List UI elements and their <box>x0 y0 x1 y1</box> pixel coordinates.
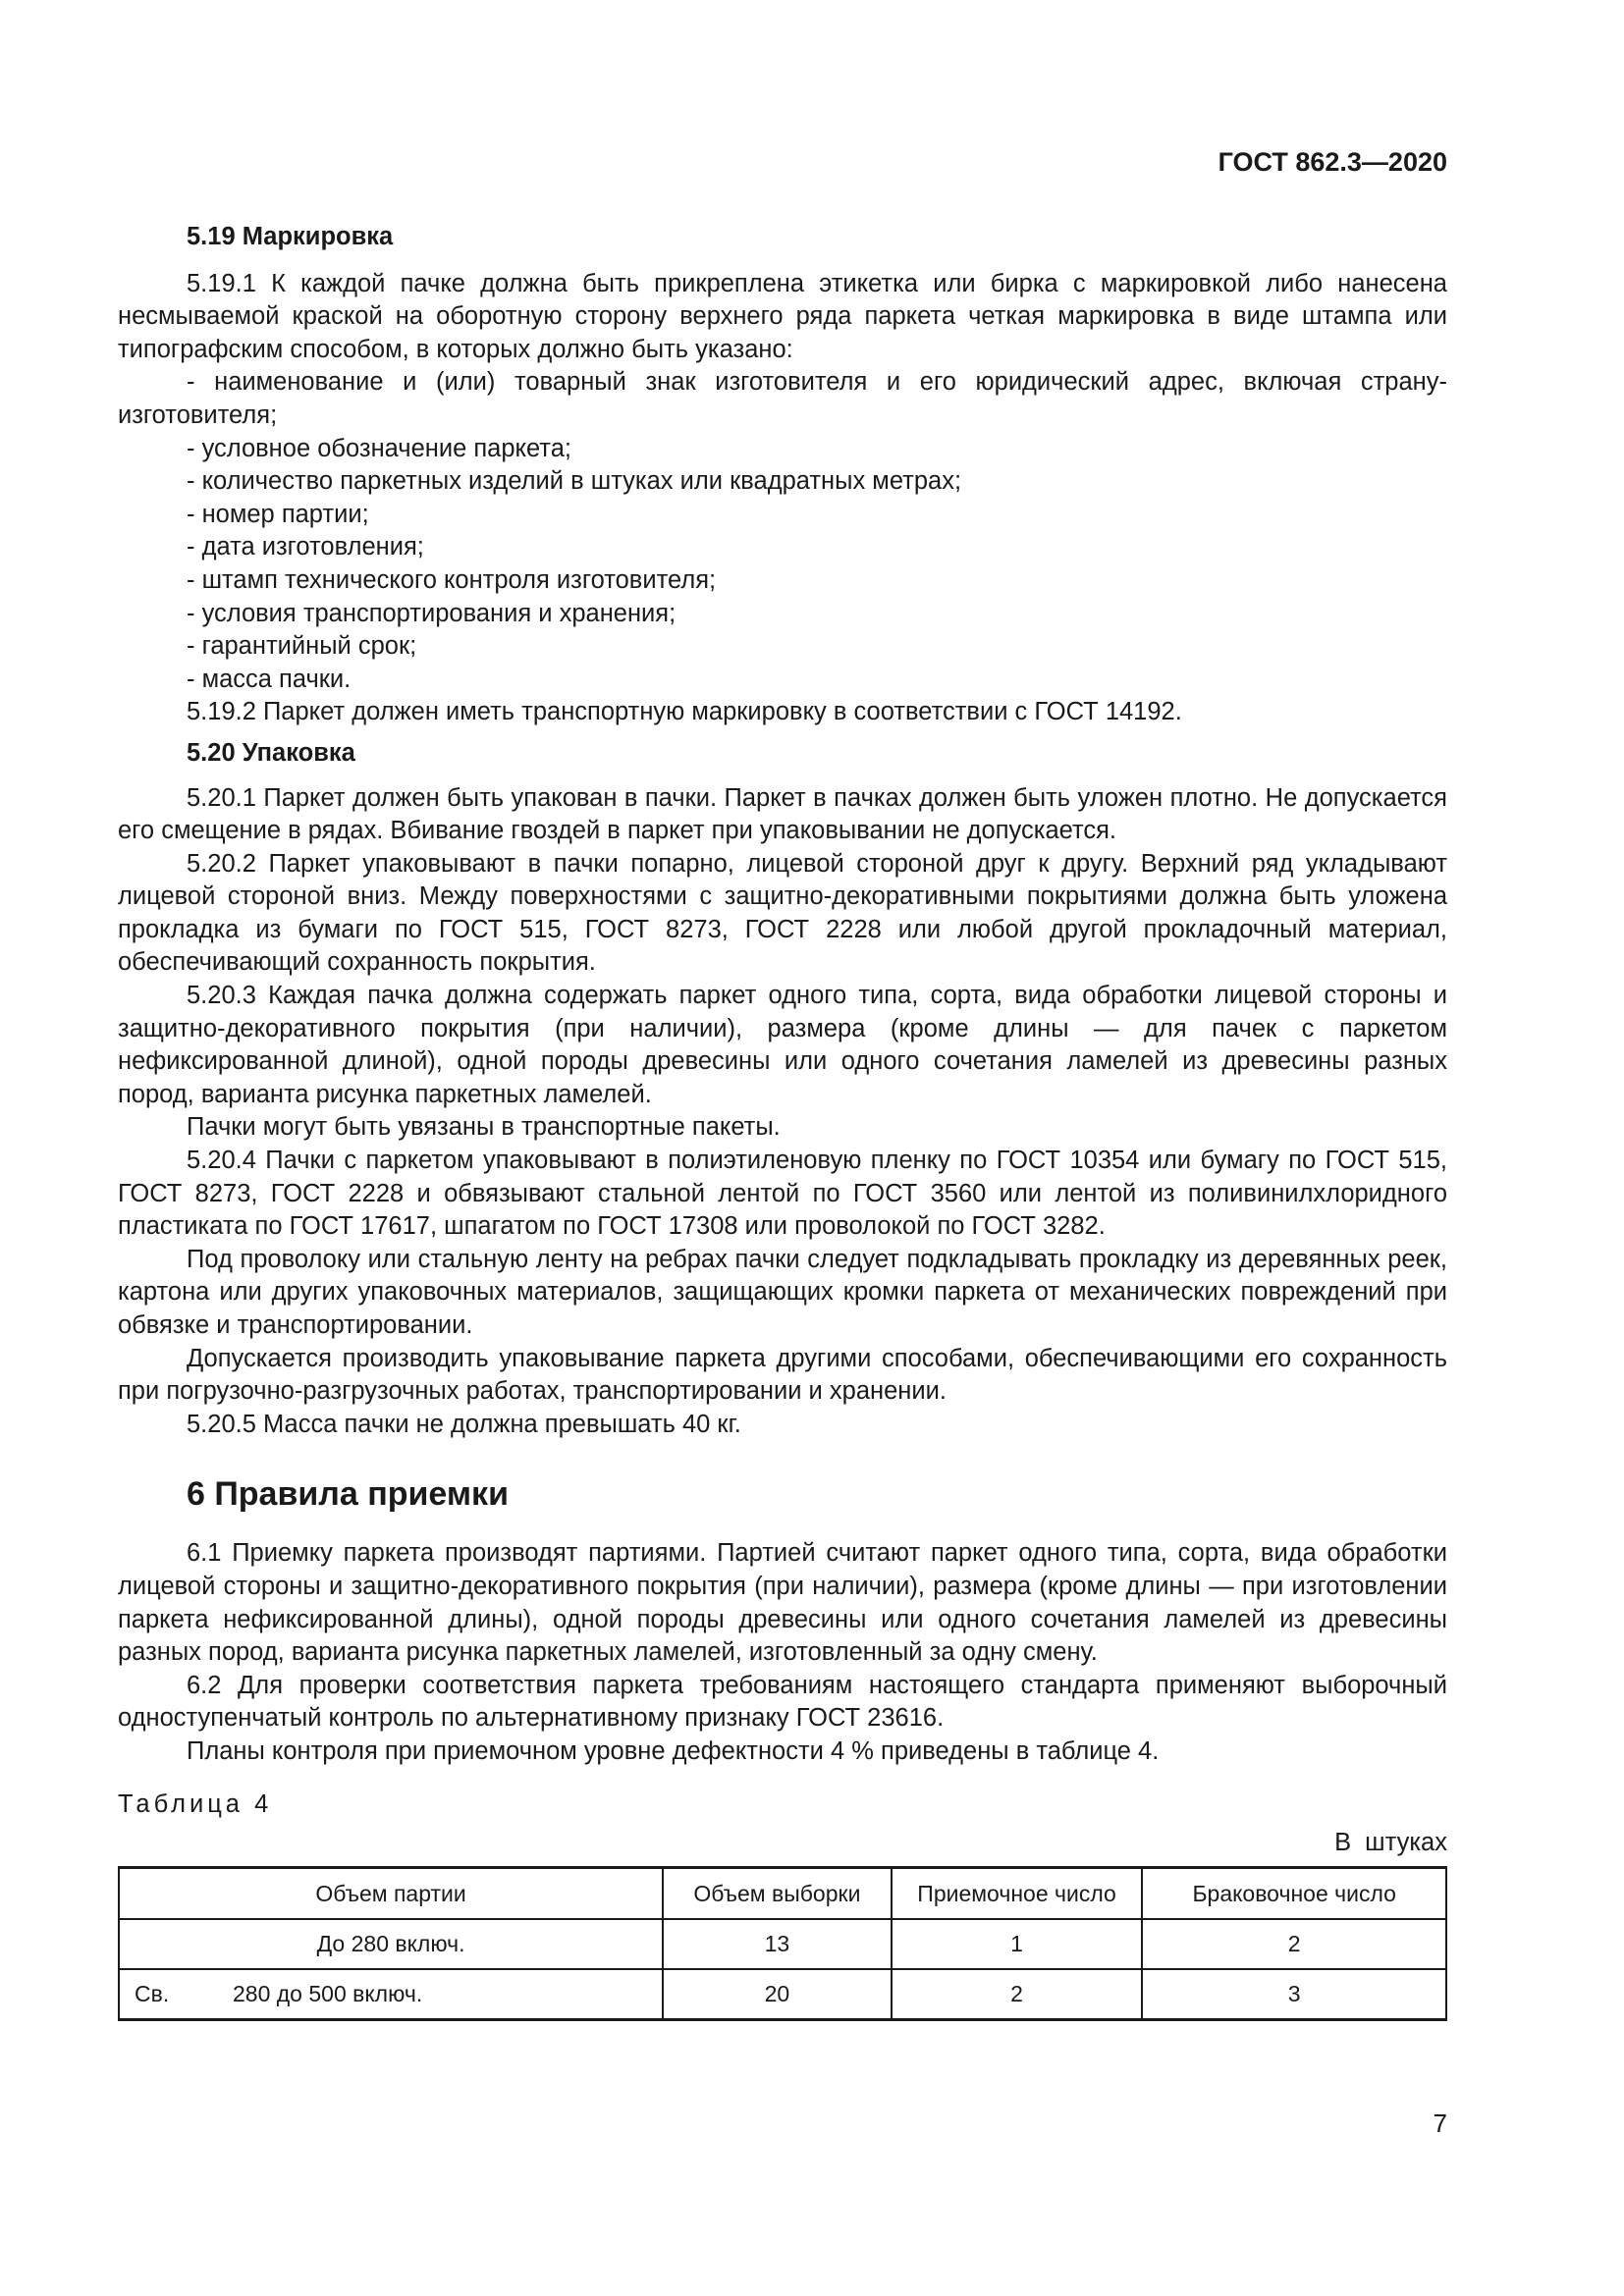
list-item: - штамп технического контроля изготовителя; <box>187 565 717 594</box>
range-prefix: Св. <box>135 1981 170 2007</box>
lot-size-cell <box>119 1969 663 2020</box>
paragraph-5-20-3-note: Пачки могут быть увязаны в транспортные пакеты. <box>187 1113 781 1142</box>
section-5-19-heading: 5.19 Маркировка <box>187 223 394 250</box>
table-caption: Таблица 4 <box>118 1789 273 1818</box>
paragraph-5-19-2: 5.19.2 Паркет должен иметь транспортную маркировку в соответствии с ГОСТ 14192. <box>187 698 1182 726</box>
list-item: - масса пачки. <box>187 665 352 693</box>
table-row <box>119 1969 1446 2020</box>
acceptance-number-cell: 1 <box>892 1919 1143 1969</box>
paragraph-5-20-5: 5.20.5 Масса пачки не должна превышать 40 кг. <box>187 1410 741 1438</box>
acceptance-number-cell: 2 <box>892 1969 1143 2020</box>
rejection-number-cell: 3 <box>1142 1969 1446 2020</box>
table-row <box>119 1919 1446 1969</box>
column-header: Объем выборки <box>663 1867 892 1919</box>
paragraph-5-19-1: 5.19.1 К каждой пачке должна быть прикреплена этикетка или бирка с маркировкой либо нанесена несмываемой краской на оборотную сторону верхнего ряда паркета четкая маркировка в виде штампа или типографским способом, в которых должно быть указано: <box>118 269 1447 363</box>
paragraph-5-20-4: 5.20.4 Пачки с паркетом упаковывают в полиэтиленовую пленку по ГОСТ 10354 или бумагу по ГОСТ 515, ГОСТ 8273, ГОСТ 2228 и обвязывают стальной лентой по ГОСТ 3560 или лентой из поливинилхлоридного пластиката по ГОСТ 17617, шпагатом по ГОСТ 17308 или проволокой по ГОСТ 3282. <box>118 1147 1447 1241</box>
paragraph-5-20-1: 5.20.1 Паркет должен быть упакован в пачки. Паркет в пачках должен быть уложен плотно. Не допускается его смещение в рядах. Вбивание гвоздей в паркет при упаковывании не допускается. <box>118 783 1447 845</box>
document-code: ГОСТ 862.3—2020 <box>1218 147 1447 177</box>
lot-size-cell: До 280 включ. <box>119 1919 663 1969</box>
sample-size-cell: 13 <box>663 1919 892 1969</box>
list-item: - условия транспортирования и хранения; <box>187 599 677 627</box>
column-header: Объем партии <box>119 1867 663 1919</box>
paragraph-5-20-4-wire: Под проволоку или стальную ленту на ребрах пачки следует подкладывать прокладку из деревянных реек, картона или других упаковочных материалов, защищающих кромки паркета от механических повреждений при обвязке и транспортировании. <box>118 1245 1447 1339</box>
column-header: Приемочное число <box>892 1867 1143 1919</box>
column-header: Браковочное число <box>1142 1867 1446 1919</box>
page-content <box>118 221 1447 2021</box>
paragraph-5-20-3: 5.20.3 Каждая пачка должна содержать паркет одного типа, сорта, вида обработки лицевой стороны и защитно-декоративного покрытия (при наличии), размера (кроме длины — для пачек с паркетом нефиксированной длиной), одной породы древесины или одного сочетания ламелей из древесины разных пород, варианта рисунка паркетных ламелей. <box>118 982 1447 1108</box>
rejection-number-cell: 2 <box>1142 1919 1446 1969</box>
paragraph-6-1: 6.1 Приемку паркета производят партиями. Партией считают паркет одного типа, сорта, вида обработки лицевой стороны и защитно-декоративного покрытия (при наличии), размера (кроме длины — при изготовлении паркета нефиксированной длины), одной породы древесины или одного сочетания ламелей из древесины разных пород, варианта рисунка паркетных ламелей, изготовленный за одну смену. <box>118 1539 1447 1667</box>
paragraph-5-20-2: 5.20.2 Паркет упаковывают в пачки попарно, лицевой стороной друг к другу. Верхний ряд укладывают лицевой стороной вниз. Между поверхностями с защитно-декоративными покрытиями должна быть уложена прокладка из бумаги по ГОСТ 515, ГОСТ 8273, ГОСТ 2228 или любой другой прокладочный материал, обеспечивающий сохранность покрытия. <box>118 849 1447 977</box>
list-item: - номер партии; <box>187 500 369 528</box>
paragraph-5-20-4-other: Допускается производить упаковывание паркета другими способами, обеспечивающими его сохранность при погрузочно-разгрузочных работах, транспортировании и хранении. <box>118 1344 1447 1406</box>
section-6-heading: 6 Правила приемки <box>187 1475 509 1514</box>
sample-size-cell: 20 <box>663 1969 892 2020</box>
paragraph-6-2: 6.2 Для проверки соответствия паркета требованиям настоящего стандарта применяют выборочный одноступенчатый контроль по альтернативному признаку ГОСТ 23616. <box>118 1671 1447 1733</box>
page-number: 7 <box>1433 2109 1447 2138</box>
list-item: - дата изготовления; <box>187 533 424 561</box>
list-item: - условное обозначение паркета; <box>187 434 571 462</box>
units-word: штуках <box>1365 1829 1447 1857</box>
list-item: - наименование и (или) товарный знак изготовителя и его юридический адрес, включая страну-изготовителя; <box>118 368 1447 429</box>
list-item: - гарантийный срок; <box>187 632 417 661</box>
acceptance-table <box>118 1866 1447 2021</box>
list-item: - количество паркетных изделий в штуках или квадратных метрах; <box>187 467 962 496</box>
section-5-20-heading: 5.20 Упаковка <box>187 738 355 767</box>
units-prefix: В <box>1334 1829 1352 1857</box>
table-header-row <box>119 1867 1446 1919</box>
paragraph-6-2-plans: Планы контроля при приемочном уровне дефектности 4 % приведены в таблице 4. <box>187 1736 1160 1765</box>
range-value: 280 до 500 включ. <box>233 1981 423 2007</box>
table-units <box>118 1827 1447 1860</box>
